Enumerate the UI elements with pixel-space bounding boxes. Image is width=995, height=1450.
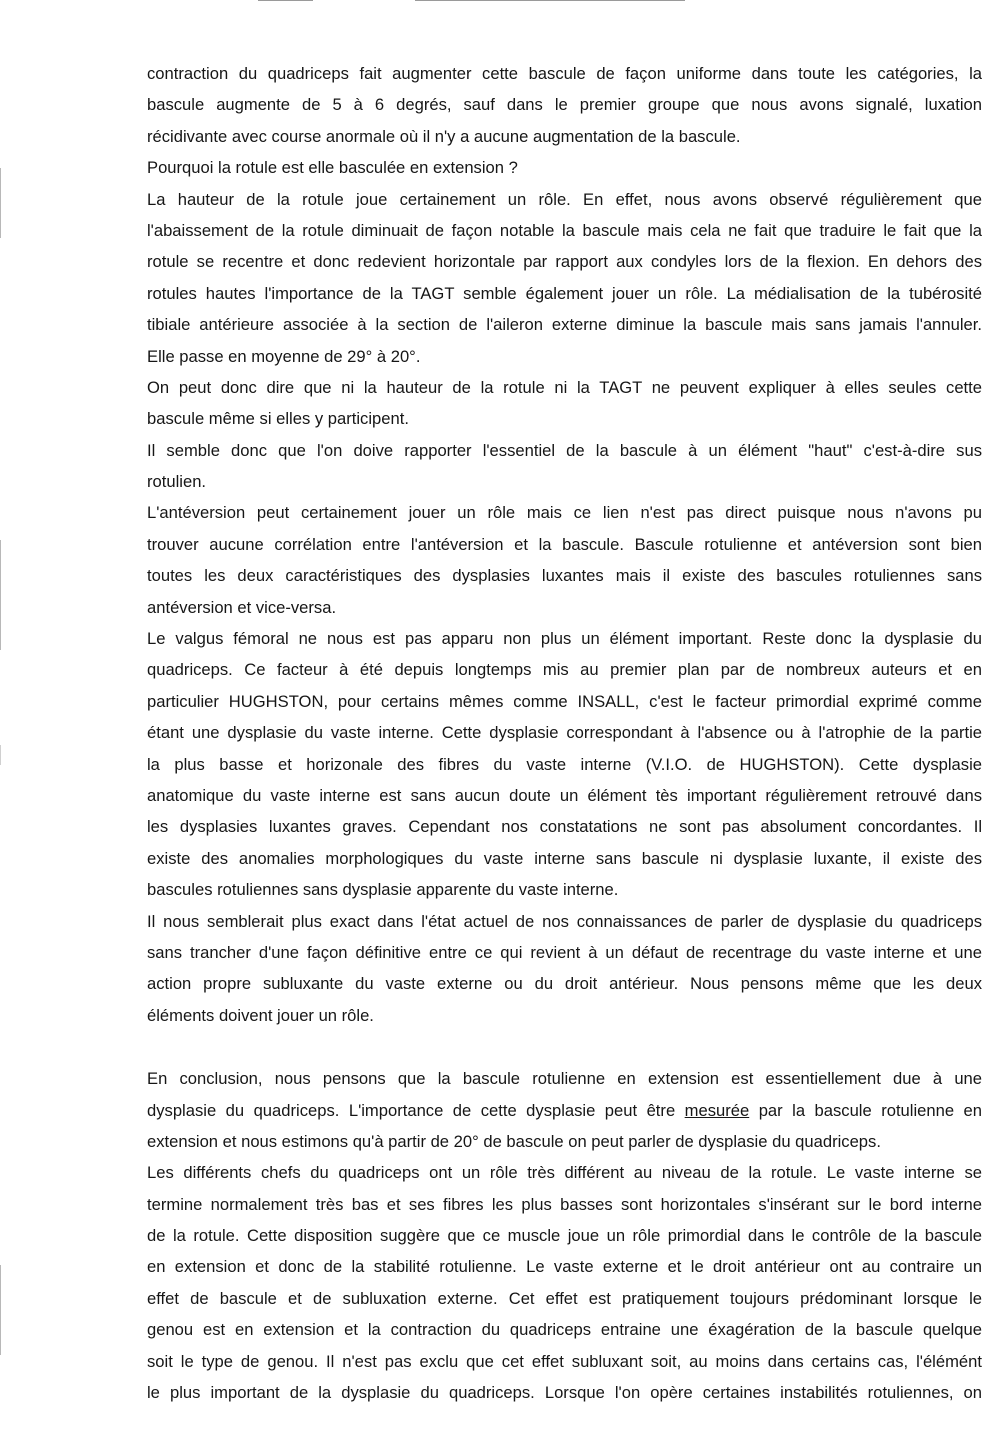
paragraph-anteversion bbox=[147, 497, 982, 623]
paragraph-valgus-dysplasie bbox=[147, 623, 982, 906]
text-line: Les différents chefs du quadriceps ont un rôle très différent au niveau de la rotule. Le vaste interne se bbox=[147, 1163, 982, 1183]
text-line: genou est en extension et la contraction du quadriceps entraine une éxagération de la bascule quelque bbox=[147, 1320, 982, 1340]
text-line: toutes les deux caractéristiques des dysplasies luxantes mais il existe des bascules rotuliennes sans bbox=[147, 566, 982, 586]
paragraph-semblerait bbox=[147, 906, 982, 1032]
text-line: Il nous semblerait plus exact dans l'état actuel de nos connaissances de parler de dysplasie du quadriceps bbox=[147, 911, 982, 931]
text-line: éléments doivent jouer un rôle. bbox=[147, 1005, 374, 1025]
text-line: rotule se recentre et donc redevient horizontale par rapport aux condyles lors de la flexion. En dehors des bbox=[147, 252, 982, 272]
paragraph-gap bbox=[147, 1031, 982, 1063]
text-line: tibiale antérieure associée à la section de l'aileron externe diminue la bascule mais sans jamais l'annuler. bbox=[147, 315, 982, 335]
text-line: particulier HUGHSTON, pour certains mêmes comme INSALL, c'est le facteur primordial exprimé comme bbox=[147, 691, 982, 711]
text-line: L'antéversion peut certainement jouer un rôle mais ce lien n'est pas direct puisque nous n'avons pu bbox=[147, 503, 982, 523]
text-fragment: dysplasie du quadriceps. L'importance de cette dysplasie peut être bbox=[147, 1100, 685, 1120]
text-line: bascule augmente de 5 à 6 degrés, sauf dans le premier groupe que nous avons signalé, luxation bbox=[147, 95, 982, 115]
text-line: les dysplasies luxantes graves. Cependant nos constatations ne sont pas absolument concordantes. Il bbox=[147, 817, 982, 837]
scan-margin-mark bbox=[0, 745, 1, 765]
text-line: anatomique du vaste interne est sans aucun doute un élément tès important régulièrement retrouvé dans bbox=[147, 785, 982, 805]
text-line: quadriceps. Ce facteur à été depuis longtemps mis au premier plan par de nombreux auteurs et en bbox=[147, 660, 982, 680]
paragraph-conclusion bbox=[147, 1063, 982, 1157]
text-line: sans trancher d'une façon définitive entre ce qui revient à un défaut de recentrage du vaste interne et une bbox=[147, 942, 982, 962]
document-page bbox=[147, 58, 982, 1408]
text-line: action propre subluxante du vaste externe ou du droit antérieur. Nous pensons même que les deux bbox=[147, 974, 982, 994]
text-line: En conclusion, nous pensons que la bascule rotulienne en extension est essentiellement due à une bbox=[147, 1069, 982, 1089]
text-line: termine normalement très bas et ses fibres les plus basses sont horizontales s'insérant sur le bord interne bbox=[147, 1194, 982, 1214]
text-line: en extension et donc de la stabilité rotulienne. Le vaste externe et le droit antérieur ont au contraire un bbox=[147, 1257, 982, 1277]
text-line: bascule même si elles y participent. bbox=[147, 409, 409, 429]
text-fragment: par la bascule rotulienne en bbox=[749, 1100, 983, 1120]
text-line: On peut donc dire que ni la hauteur de la rotule ni la TAGT ne peuvent expliquer à elles seules cette bbox=[147, 377, 982, 397]
text-line: rotules hautes l'importance de la TAGT semble également jouer un rôle. La médialisation de la tubérosité bbox=[147, 283, 982, 303]
scan-margin-mark bbox=[0, 540, 1, 650]
text-line: trouver aucune corrélation entre l'antéversion et la bascule. Bascule rotulienne et antéversion sont bien bbox=[147, 534, 982, 554]
scan-margin-mark bbox=[0, 1265, 1, 1355]
paragraph-chefs-quadriceps bbox=[147, 1157, 982, 1408]
text-line: bascules rotuliennes sans dysplasie apparente du vaste interne. bbox=[147, 880, 619, 900]
text-line: Pourquoi la rotule est elle basculée en extension ? bbox=[147, 158, 518, 178]
text-line: extension et nous estimons qu'à partir de 20° de bascule on peut parler de dysplasie du quadriceps. bbox=[147, 1131, 881, 1151]
paragraph-bascule-extension bbox=[147, 58, 982, 152]
text-line: Le valgus fémoral ne nous est pas apparu non plus un élément important. Reste donc la dysplasie du bbox=[147, 629, 982, 649]
text-line: antéversion et vice-versa. bbox=[147, 597, 337, 617]
text-line: La hauteur de la rotule joue certainement un rôle. En effet, nous avons observé régulièrement que bbox=[147, 189, 982, 209]
underlined-word: mesurée bbox=[684, 1100, 750, 1120]
text-line: étant une dysplasie du vaste interne. Cette dysplasie correspondant à l'absence ou à l'atrophie de la partie bbox=[147, 723, 982, 743]
text-line: effet de bascule et de subluxation externe. Cet effet est pratiquement toujours prédominant lorsque le bbox=[147, 1288, 982, 1308]
text-line: l'abaissement de la rotule diminuait de façon notable la bascule mais cela ne fait que traduire le fait que la bbox=[147, 220, 982, 240]
text-line: récidivante avec course anormale où il n'y a aucune augmentation de la bascule. bbox=[147, 126, 741, 146]
text-line bbox=[147, 1095, 982, 1126]
paragraph-hauteur-rotule bbox=[147, 184, 982, 372]
text-line: la plus basse et horizonale des fibres du vaste interne (V.I.O. de HUGHSTON). Cette dysplasie bbox=[147, 754, 982, 774]
scan-top-rule-left bbox=[258, 0, 313, 1]
text-line: de la rotule. Cette disposition suggère que ce muscle joue un rôle primordial dans le contrôle de la bascule bbox=[147, 1226, 982, 1246]
text-line: contraction du quadriceps fait augmenter cette bascule de façon uniforme dans toute les catégories, la bbox=[147, 64, 982, 83]
paragraph-hauteur-tagt bbox=[147, 372, 982, 435]
text-line: Il semble donc que l'on doive rapporter l'essentiel de la bascule à un élément "haut" c'est-à-dire sus bbox=[147, 440, 982, 460]
scan-margin-mark bbox=[0, 168, 1, 238]
scan-top-rule-right bbox=[415, 0, 685, 1]
text-line: le plus important de la dysplasie du quadriceps. Lorsque l'on opère certaines instabilités rotuliennes, on bbox=[147, 1383, 982, 1403]
text-line: existe des anomalies morphologiques du vaste interne sans bascule ni dysplasie luxante, il existe des bbox=[147, 848, 982, 868]
paragraph-question bbox=[147, 152, 982, 183]
text-line: Elle passe en moyenne de 29° à 20°. bbox=[147, 346, 421, 366]
paragraph-element-haut bbox=[147, 435, 982, 498]
text-line: soit le type de genou. Il n'est pas exclu que cet effet subluxant soit, au moins dans certains cas, l'élémént bbox=[147, 1351, 982, 1371]
text-line: rotulien. bbox=[147, 472, 207, 492]
